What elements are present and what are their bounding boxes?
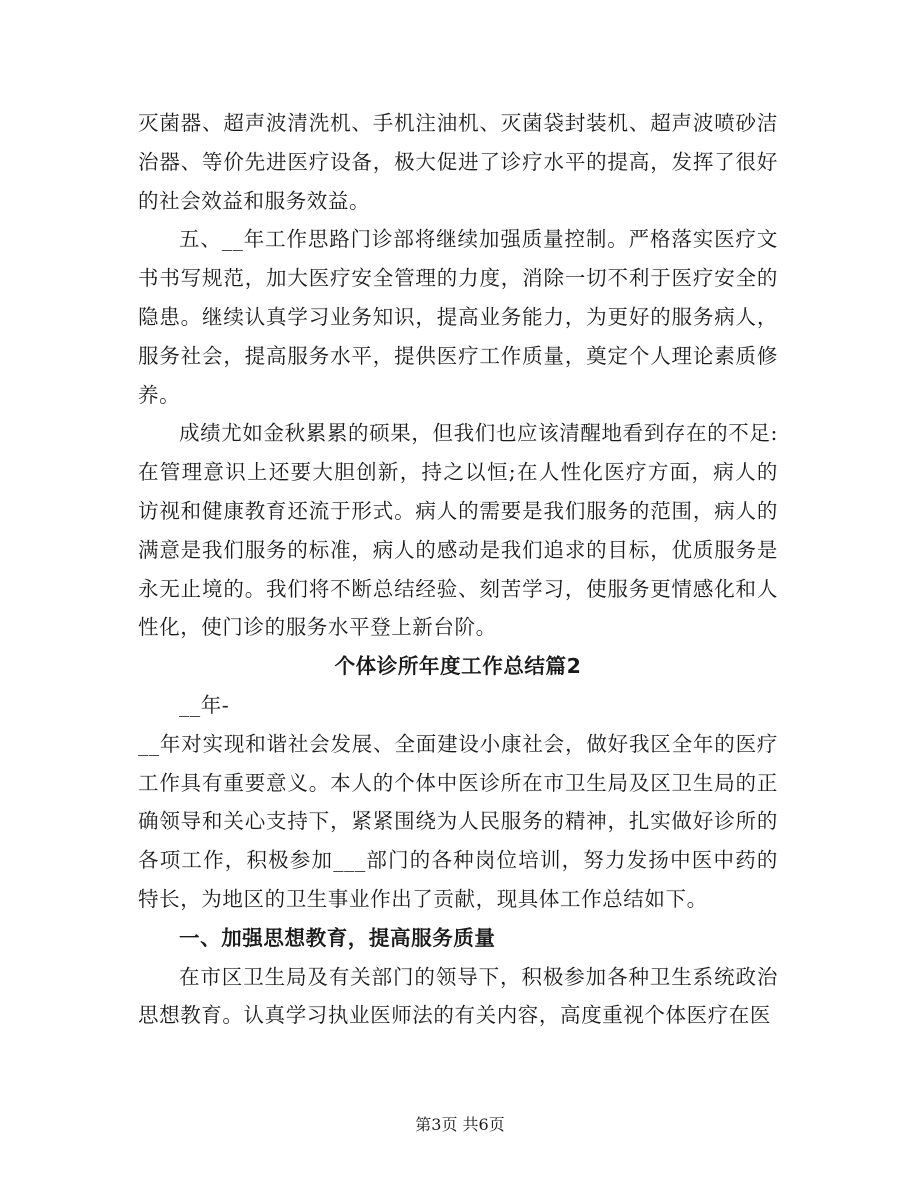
page-indicator: 第3页 共6页: [415, 1115, 505, 1134]
paragraph-work-plan: 五、__年工作思路门诊部将继续加强质量控制。严格落实医疗文书书写规范，加大医疗安全管理的力度，消除一切不利于医疗安全的隐患。继续认真学习业务知识，提高业务能力，为更好的服务病人，服务社会，提高服务水平，提供医疗工作质量，奠定个人理论素质修养。: [138, 227, 778, 407]
section-paragraph: 在市区卫生局及有关部门的领导下，积极参加各种卫生系统政治思想教育。认真学习执业医师法的有关内容，高度重视个体医疗在医: [138, 964, 778, 1028]
paragraph-achievements: 成绩尤如金秋累累的硕果，但我们也应该清醒地看到存在的不足:在管理意识上还要大胆创新，持之以恒;在人性化医疗方面，病人的访视和健康教育还流于形式。病人的需要是我们服务的范围，病人的满意是我们服务的标准，病人的感动是我们追求的目标，优质服务是永无止境的。我们将不断总结经验、刻苦学习，使服务更情感化和人性化，使门诊的服务水平登上新台阶。: [138, 421, 778, 640]
date-line: __年-: [179, 692, 230, 717]
intro-paragraph: __年对实现和谐社会发展、全面建设小康社会，做好我区全年的医疗工作具有重要意义。本人的个体中医诊所在市卫生局及区卫生局的正确领导和关心支持下，紧紧围绕为人民服务的精神，扎实做好诊所的各项工作，积极参加___部门的各种岗位培训，努力发扬中医中药的特长，为地区的卫生事业作出了贡献，现具体工作总结如下。: [138, 731, 778, 911]
paragraph-equipment: 灭菌器、超声波清洗机、手机注油机、灭菌袋封装机、超声波喷砂洁治器、等价先进医疗设备，极大促进了诊疗水平的提高，发挥了很好的社会效益和服务效益。: [138, 111, 778, 213]
document-body: [138, 104, 778, 1035]
article-title: 个体诊所年度工作总结篇2: [334, 654, 582, 679]
section-heading: 一、加强思想教育，提高服务质量: [179, 925, 496, 950]
